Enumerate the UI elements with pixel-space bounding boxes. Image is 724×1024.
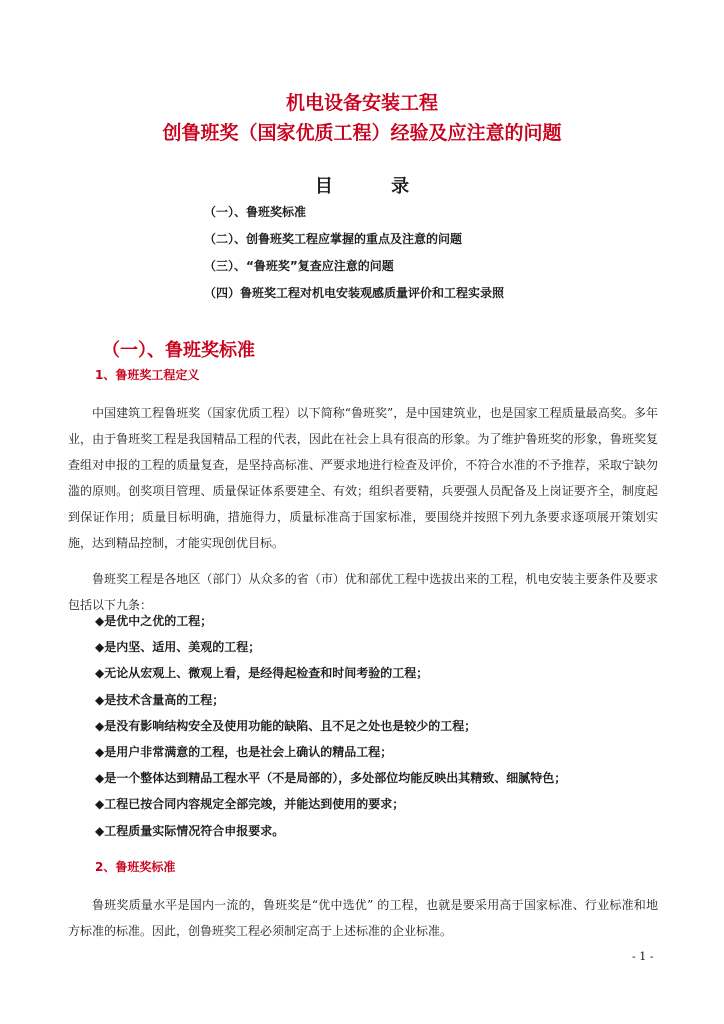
table-of-contents xyxy=(204,205,504,313)
paragraph: 中国建筑工程鲁班奖（国家优质工程）以下简称“鲁班奖”，是中国建筑业，也是国家工程质量最高奖。多年业，由于鲁班奖工程是我国精品工程的代表，因此在社会上具有很高的形象。为了维护鲁班奖的形象，鲁班奖复查组对申报的工程的质量复查，是坚持高标准、严要求地进行检查及评价，不符合水准的不予推荐，采取宁缺勿滥的原则。创奖项目管理、质量保证体系要建全、有效；组织者要精，兵要强人员配备及上岗证要齐全，制度起到保证作用；质量目标明确，措施得力，质量标准高于国家标准，要围绕并按照下列九条要求逐项展开策划实施，达到精品控制，才能实现创优目标。 xyxy=(68,406,658,550)
list-item: ◆是一个整体达到精品工程水平（不是局部的），多处部位均能反映出其精致、细腻特色； xyxy=(95,771,567,786)
toc-item: （一）、鲁班奖标准 xyxy=(204,205,307,219)
toc-item: （三）、“鲁班奖”复查应注意的问题 xyxy=(204,259,394,273)
paragraph: 鲁班奖工程是各地区（部门）从众多的省（市）优和部优工程中选拔出来的工程，机电安装主要条件及要求包括以下九条： xyxy=(68,572,658,612)
doc-title-line1: 机电设备安装工程 xyxy=(285,92,438,114)
list-item: ◆是内坚、适用、美观的工程； xyxy=(95,640,261,655)
toc-item: （二）、创鲁班奖工程应掌握的重点及注意的问题 xyxy=(204,232,463,246)
subsection-heading: 1、鲁班奖工程定义 xyxy=(95,368,200,382)
list-item: ◆是没有影响结构安全及使用功能的缺陷、且不足之处也是较少的工程； xyxy=(95,718,477,733)
list-item: ◆工程质量实际情况符合申报要求。 xyxy=(95,823,285,838)
list-item: ◆无论从宏观上、微观上看，是经得起检查和时间考验的工程； xyxy=(95,666,429,681)
toc-item: （四）鲁班奖工程对机电安装观感质量评价和工程实录照 xyxy=(204,286,505,300)
list-item: ◆是技术含量高的工程； xyxy=(95,692,225,707)
page-number: - 1 - xyxy=(632,950,654,963)
requirements-list xyxy=(95,608,566,844)
paragraph: 鲁班奖质量水平是国内一流的，鲁班奖是“优中选优” 的工程，也就是要采用高于国家标准、行业标准和地方标准的标准。因此，创鲁班奖工程必须制定高于上述标准的企业标准。 xyxy=(68,898,658,938)
subsection-heading: 2、鲁班奖标准 xyxy=(95,860,176,874)
toc-heading: 目 录 xyxy=(314,176,436,197)
list-item: ◆工程已按合同内容规定全部完竣，并能达到使用的要求； xyxy=(95,797,405,812)
list-item: ◆是优中之优的工程； xyxy=(95,614,213,628)
section-heading: （一）、鲁班奖标准 xyxy=(102,340,255,361)
list-item: ◆是用户非常满意的工程，也是社会上确认的精品工程； xyxy=(95,744,393,759)
doc-title-line2: 创鲁班奖（国家优质工程）经验及应注意的问题 xyxy=(162,122,562,144)
